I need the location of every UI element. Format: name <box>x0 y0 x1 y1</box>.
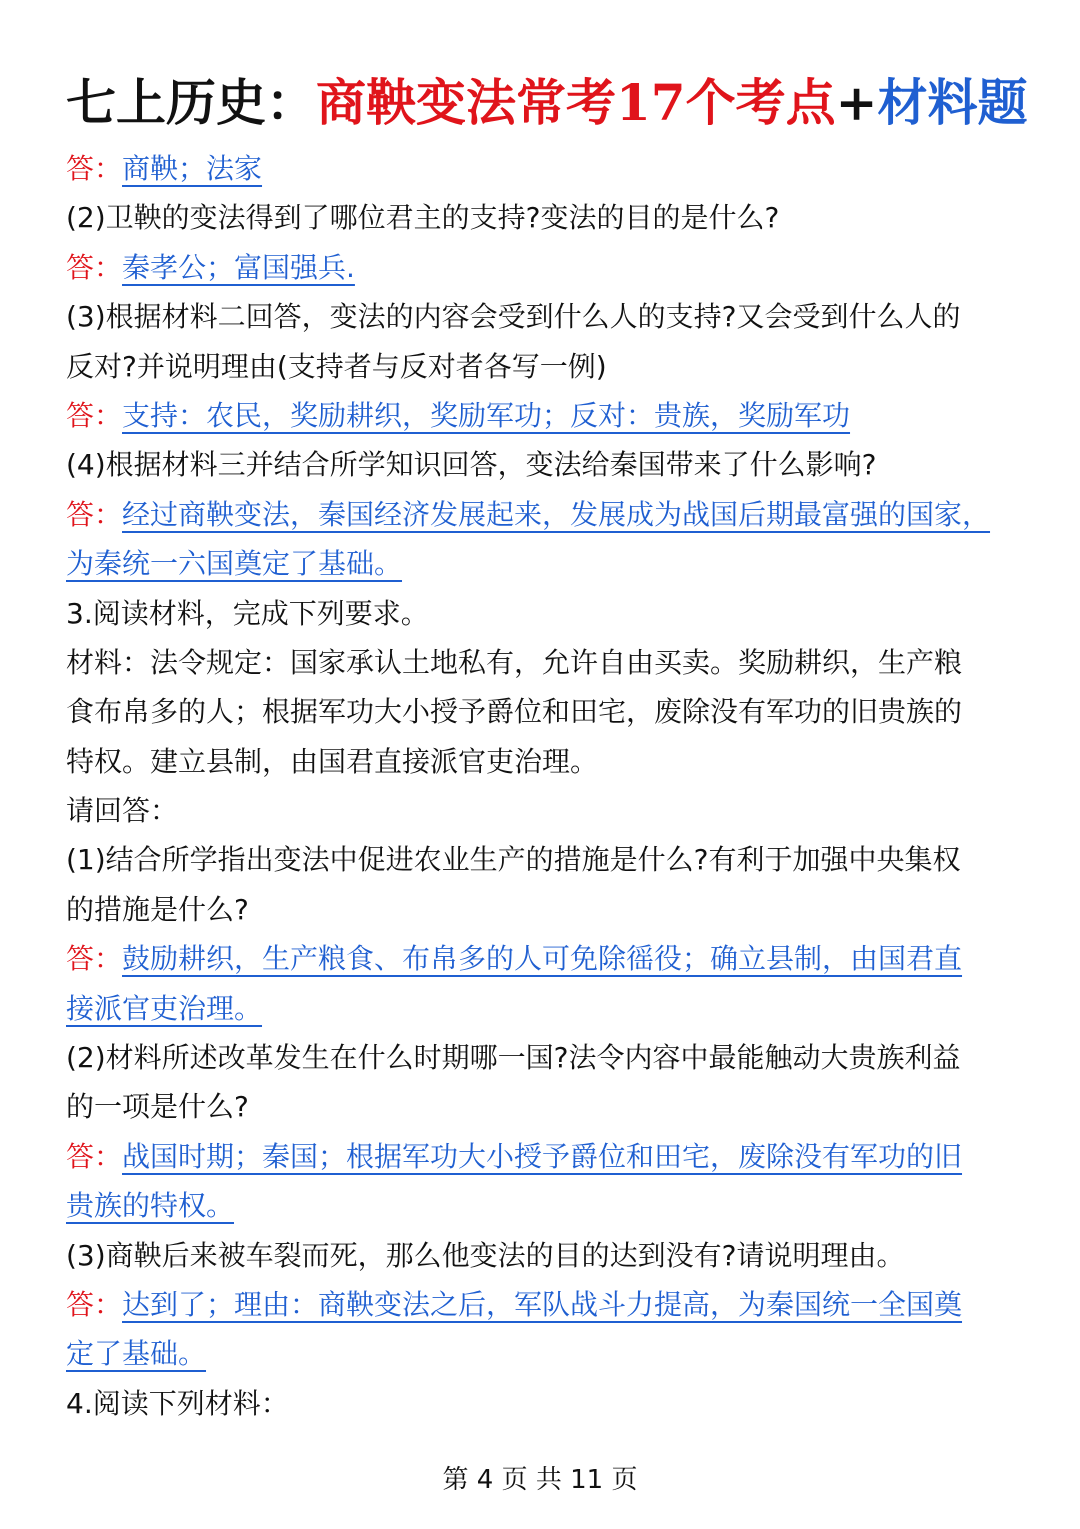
answer-text: 战国时期；秦国；根据军功大小授予爵位和田宅，废除没有军功的旧 <box>122 1139 963 1173</box>
title-plus: + <box>835 73 878 132</box>
title-suffix: 材料题 <box>877 73 1028 132</box>
answer-line <box>66 490 1016 539</box>
title-main: 商鞅变法常考17个考点 <box>316 73 836 132</box>
question-line: (3)商鞅后来被车裂而死，那么他变法的目的达到没有?请说明理由。 <box>66 1238 905 1272</box>
answer-label: 答： <box>66 250 123 284</box>
answer-line <box>66 1280 1016 1329</box>
answer-text: 商鞅；法家 <box>122 152 263 185</box>
question-line: (2)卫鞅的变法得到了哪位君主的支持?变法的目的是什么? <box>66 201 780 235</box>
question-line: 的一项是什么? <box>66 1090 249 1124</box>
answer-label: 答： <box>66 152 123 185</box>
answer-line-continued <box>66 1329 1016 1378</box>
material-line: 食布帛多的人；根据军功大小授予爵位和田宅，废除没有军功的旧贵族的 <box>66 695 963 729</box>
answer-text: 接派官吏治理。 <box>66 991 263 1025</box>
answer-text: 支持：农民，奖励耕织，奖励军功；反对：贵族，奖励军功 <box>122 398 851 432</box>
answer-label: 答： <box>66 942 123 976</box>
answer-line <box>66 144 1016 193</box>
document-body <box>66 144 1016 1428</box>
question-line: 的措施是什么? <box>66 892 249 926</box>
answer-line-continued <box>66 539 1016 588</box>
answer-text: 贵族的特权。 <box>66 1189 235 1223</box>
answer-label: 答： <box>66 497 123 531</box>
question-line: (1)结合所学指出变法中促进农业生产的措施是什么?有利于加强中央集权 <box>66 843 961 877</box>
answer-label: 答： <box>66 398 123 432</box>
answer-line <box>66 934 1016 983</box>
question-line: 反对?并说明理由(支持者与反对者各写一例) <box>66 349 607 383</box>
title-prefix: 七上历史： <box>66 73 316 132</box>
question-line: (2)材料所述改革发生在什么时期哪一国?法令内容中最能触动大贵族利益 <box>66 1041 961 1075</box>
answer-label: 答： <box>66 1287 123 1321</box>
answer-line-continued <box>66 984 1016 1033</box>
answer-line-continued <box>66 1181 1016 1230</box>
page-footer: 第 4 页 共 11 页 <box>442 1465 638 1495</box>
answer-label: 答： <box>66 1139 123 1173</box>
answer-text: 达到了；理由：商鞅变法之后，军队战斗力提高，为秦国统一全国奠 <box>122 1287 963 1321</box>
answer-text: 秦孝公；富国强兵. <box>122 250 355 284</box>
page-title <box>66 66 1026 140</box>
answer-text: 鼓励耕织，生产粮食、布帛多的人可免除徭役；确立县制，由国君直 <box>122 942 963 976</box>
section-heading: 3.阅读材料，完成下列要求。 <box>66 596 429 630</box>
section-heading: 4.阅读下列材料： <box>66 1386 289 1420</box>
material-line: 材料：法令规定：国家承认土地私有，允许自由买卖。奖励耕织，生产粮 <box>66 645 963 679</box>
prompt-line: 请回答： <box>66 794 179 828</box>
question-line: (4)根据材料三并结合所学知识回答，变法给秦国带来了什么影响? <box>66 448 877 482</box>
answer-line <box>66 243 1016 292</box>
answer-text: 定了基础。 <box>66 1337 207 1371</box>
answer-line <box>66 391 1016 440</box>
answer-text: 经过商鞅变法，秦国经济发展起来，发展成为战国后期最富强的国家， <box>122 497 991 531</box>
material-line: 特权。建立县制，由国君直接派官吏治理。 <box>66 744 599 778</box>
answer-line <box>66 1132 1016 1181</box>
question-line: (3)根据材料二回答，变法的内容会受到什么人的支持?又会受到什么人的 <box>66 300 961 334</box>
answer-text: 为秦统一六国奠定了基础。 <box>66 547 403 581</box>
